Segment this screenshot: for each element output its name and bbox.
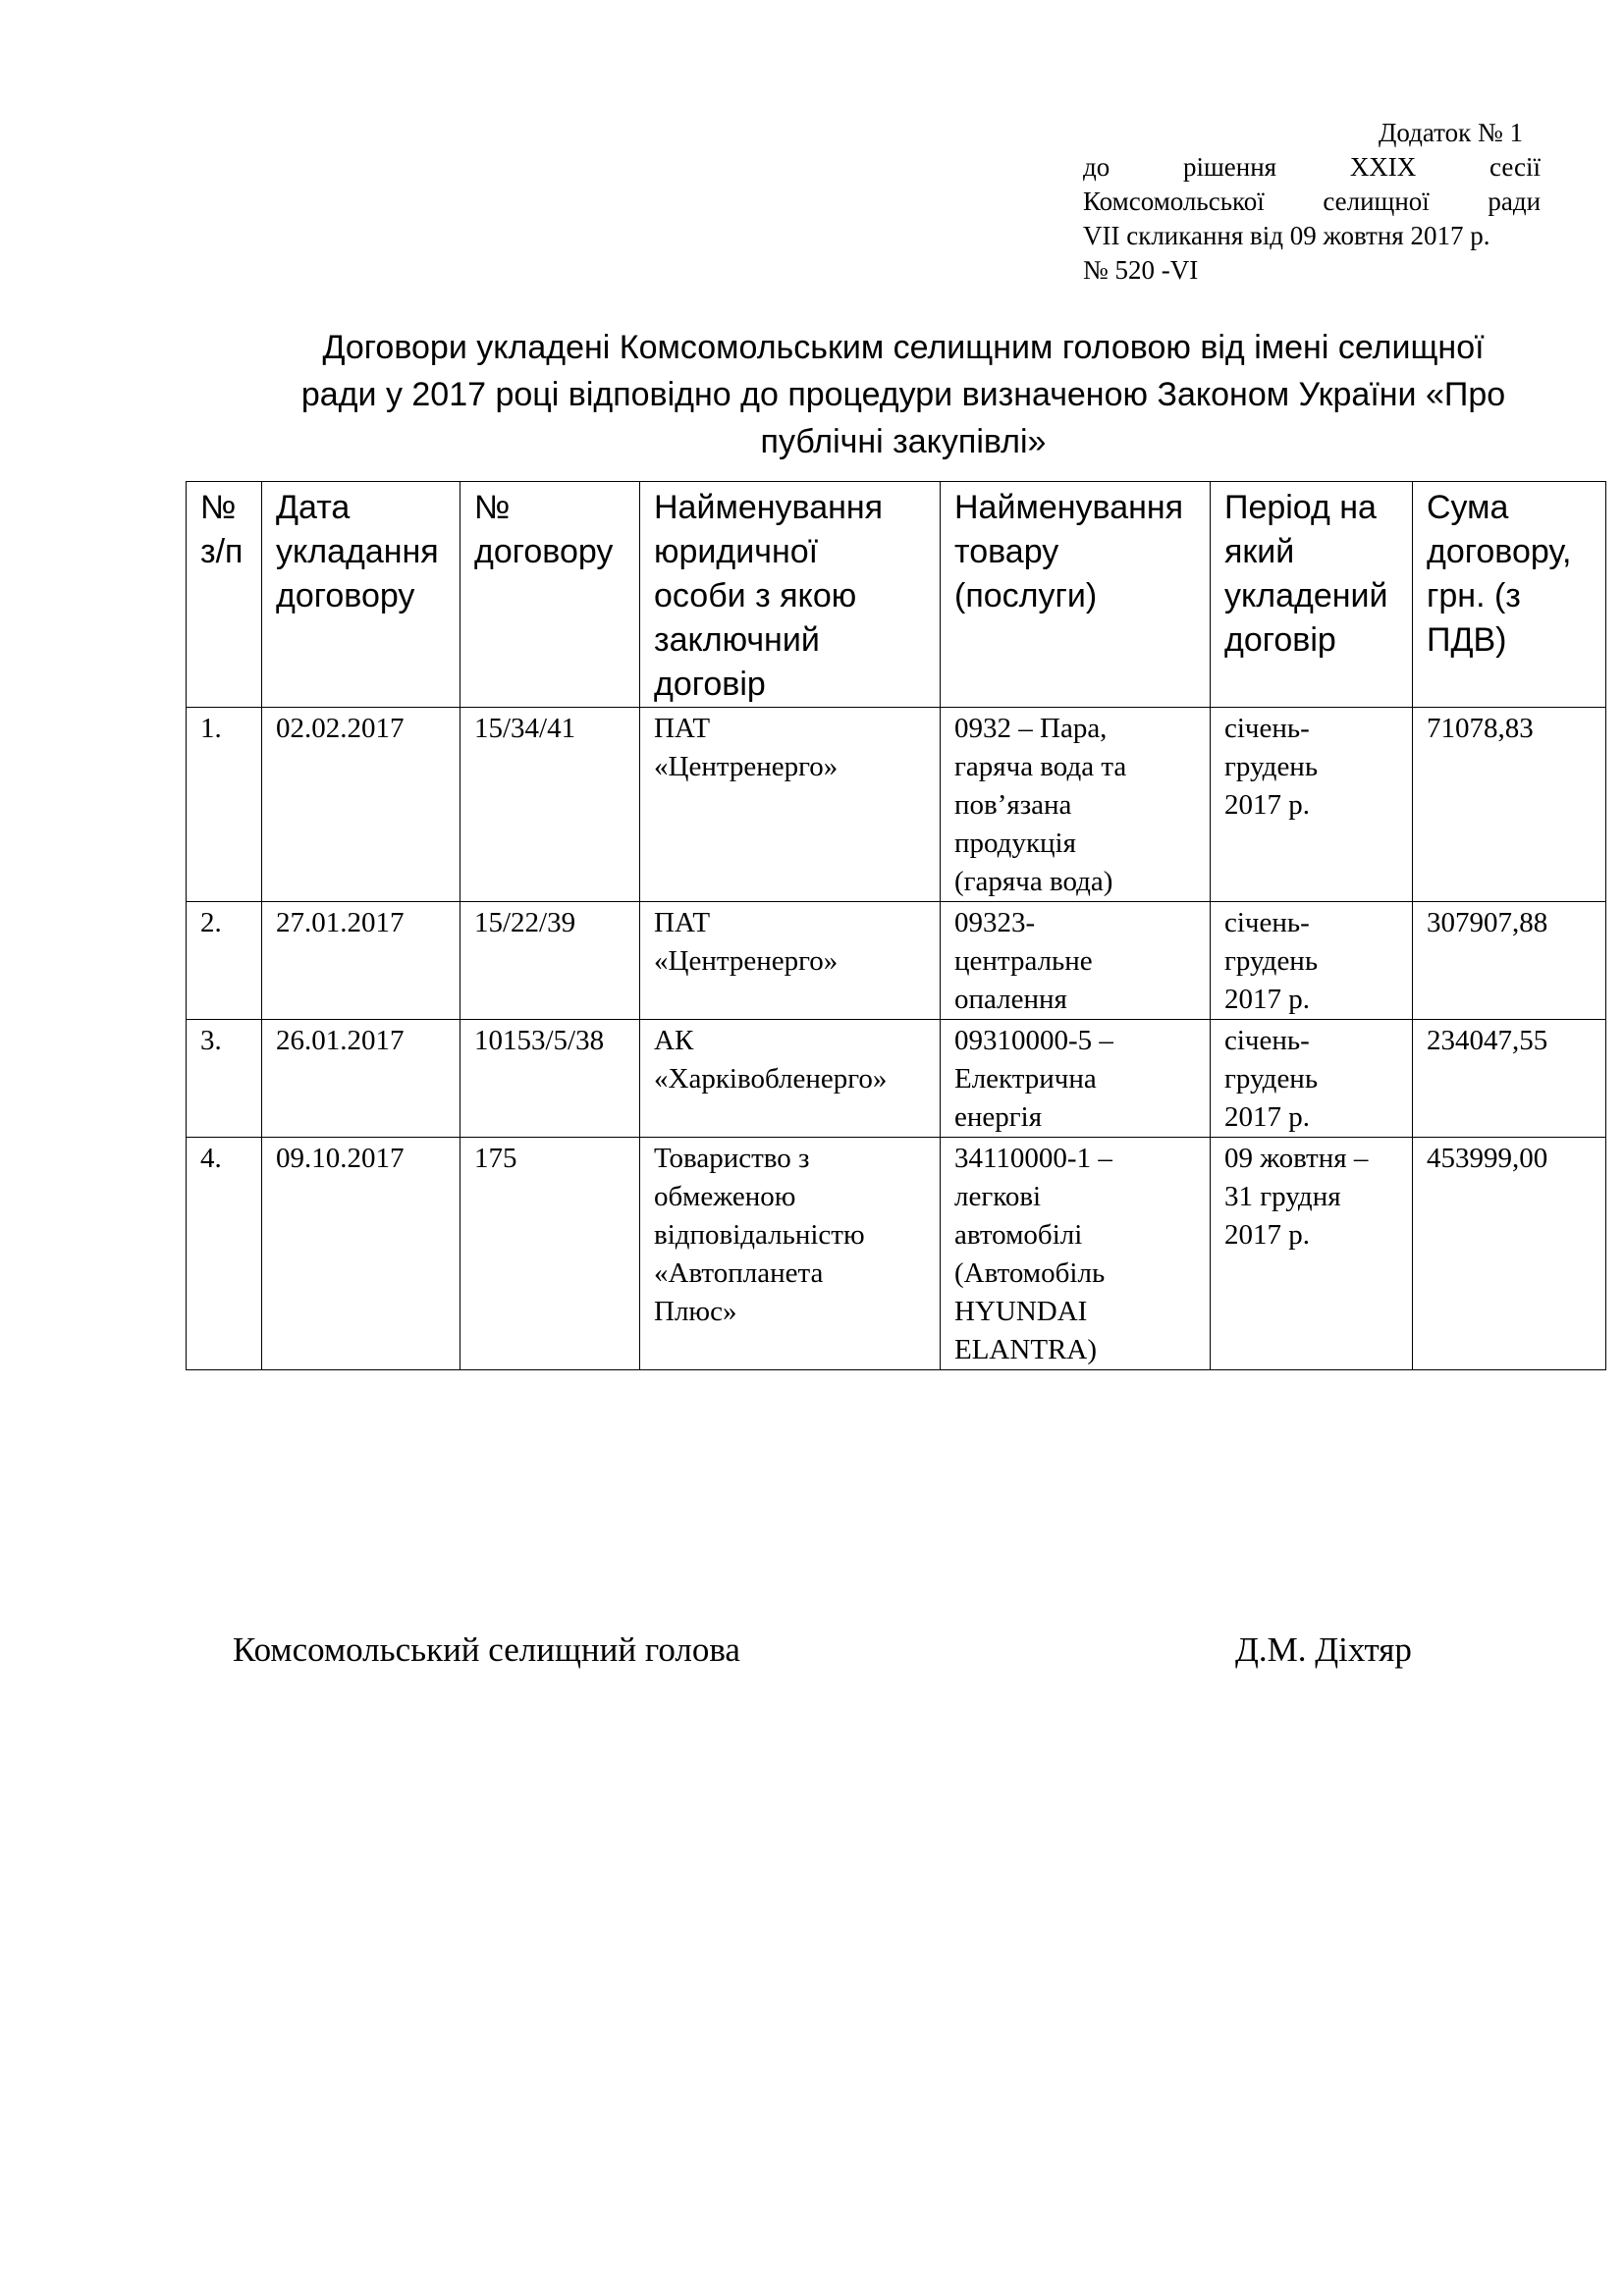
cell-text-line: Електрична [954,1063,1097,1095]
header-text-line: договору [276,577,415,614]
cell-text-line: «Центренерго» [654,751,839,782]
cell-text-line: 0932 – Пара, [954,713,1108,744]
header-text-line: договору [474,533,614,570]
cell-text-line: 10153/5/38 [474,1025,605,1056]
addendum-word: Комсомольської [1083,187,1265,216]
header-text-line: укладання [276,533,439,570]
cell-legal-entity [640,708,941,902]
cell-text-line: центральне [954,945,1093,977]
header-text-line: договір [654,666,766,703]
cell-period [1211,1020,1413,1138]
header-number [187,482,262,708]
document-title-line: ради у 2017 році відповідно до процедури визначеною Законом України «Про [300,376,1506,413]
cell-text-line: 15/22/39 [474,907,576,938]
signatory-name: Д.М. Діхтяр [1235,1630,1412,1669]
header-amount [1413,482,1606,708]
cell-text-line: 2017 р. [1224,984,1310,1015]
document-title [177,324,1624,465]
document-title-line: публічні закупівлі» [760,423,1047,460]
cell-goods [941,1138,1211,1370]
cell-text-line: «Автопланета [654,1257,824,1289]
cell-period [1211,708,1413,902]
addendum-line-5: № 520 -VI [1083,255,1199,285]
cell-number [187,902,262,1020]
cell-date [262,1020,460,1138]
signatory-position: Комсомольський селищний голова [233,1630,740,1669]
header-text-line: особи з якою [654,577,857,614]
header-period [1211,482,1413,708]
cell-text-line: обмеженою [654,1181,796,1212]
table-header [187,482,1606,708]
cell-text-line: 307907,88 [1427,907,1548,938]
header-text-line: заключний [654,621,820,659]
header-goods [941,482,1211,708]
cell-text-line: (гаряча вода) [954,866,1113,897]
cell-text-line: 2017 р. [1224,1101,1310,1133]
cell-text-line: Товариство з [654,1143,810,1174]
header-text-line: Період на [1224,489,1377,526]
header-text-line: юридичної [654,533,819,570]
cell-text-line: автомобілі [954,1219,1083,1251]
cell-contract-number [460,1138,640,1370]
addendum-line-3 [1083,185,1541,219]
cell-text-line: АК [654,1025,694,1056]
header-text-line: товару [954,533,1059,570]
cell-text-line: грудень [1224,945,1319,977]
cell-text-line: грудень [1224,1063,1319,1095]
cell-text-line: 09323- [954,907,1036,938]
cell-text-line: 09.10.2017 [276,1143,405,1174]
header-text-line: № [200,489,237,526]
cell-text-line: Плюс» [654,1296,737,1327]
cell-text-line: 26.01.2017 [276,1025,405,1056]
cell-text-line: 09310000-5 – [954,1025,1113,1056]
addendum-line-4: VII скликання від 09 жовтня 2017 р. [1083,221,1490,250]
cell-text-line: 02.02.2017 [276,713,405,744]
cell-text-line: ПАТ [654,907,711,938]
cell-goods [941,1020,1211,1138]
document-title-line: Договори укладені Комсомольським селищним головою від імені селищної [322,329,1485,366]
cell-text-line: 2017 р. [1224,789,1310,821]
cell-text-line: 2017 р. [1224,1219,1310,1251]
cell-text-line: HYUNDAI [954,1296,1088,1327]
cell-text-line: грудень [1224,751,1319,782]
header-text-line: грн. (з [1427,577,1521,614]
cell-amount [1413,902,1606,1020]
cell-period [1211,902,1413,1020]
cell-contract-number [460,708,640,902]
addendum-word: ради [1488,187,1542,216]
cell-legal-entity [640,902,941,1020]
cell-text-line: «Харківобленерго» [654,1063,888,1095]
cell-text-line: відповідальністю [654,1219,865,1251]
header-text-line: Найменування [954,489,1184,526]
cell-text-line: гаряча вода та [954,751,1127,782]
cell-number [187,708,262,902]
header-text-line: Сума [1427,489,1509,526]
cell-goods [941,902,1211,1020]
addendum-block [1083,116,1541,288]
cell-text-line: 27.01.2017 [276,907,405,938]
table-header-row [187,482,1606,708]
cell-text-line: (Автомобіль [954,1257,1106,1289]
table-body [187,708,1606,1370]
cell-text-line: ELANTRA) [954,1334,1097,1365]
cell-number [187,1138,262,1370]
header-text-line: який [1224,533,1295,570]
header-text-line: Дата [276,489,351,526]
cell-number [187,1020,262,1138]
header-text-line: укладений [1224,577,1388,614]
cell-amount [1413,1020,1606,1138]
table-row [187,708,1606,902]
cell-date [262,902,460,1020]
addendum-word: XXIX [1349,152,1417,182]
header-text-line: договір [1224,621,1336,659]
addendum-word: до [1083,152,1110,182]
cell-date [262,1138,460,1370]
header-text-line: договору, [1427,533,1572,570]
addendum-title: Додаток № 1 [1379,118,1523,147]
cell-text-line: 4. [200,1143,222,1174]
addendum-word: рішення [1182,152,1277,182]
cell-text-line: 175 [474,1143,517,1174]
cell-text-line: 453999,00 [1427,1143,1548,1174]
header-contract-number [460,482,640,708]
cell-text-line: 1. [200,713,222,744]
cell-legal-entity [640,1020,941,1138]
addendum-word: сесії [1489,152,1542,182]
cell-text-line: 34110000-1 – [954,1143,1112,1174]
contracts-table [186,481,1606,1370]
table-row [187,1138,1606,1370]
header-text-line: № [474,489,511,526]
cell-text-line: 234047,55 [1427,1025,1548,1056]
cell-text-line: «Центренерго» [654,945,839,977]
cell-text-line: 09 жовтня – [1224,1143,1369,1174]
cell-text-line: легкові [954,1181,1042,1212]
addendum-line-2 [1083,150,1541,185]
cell-text-line: 15/34/41 [474,713,576,744]
cell-legal-entity [640,1138,941,1370]
cell-text-line: продукція [954,828,1076,859]
cell-goods [941,708,1211,902]
header-text-line: з/п [200,533,244,570]
cell-amount [1413,1138,1606,1370]
cell-text-line: 31 грудня [1224,1181,1341,1212]
cell-amount [1413,708,1606,902]
header-text-line: ПДВ) [1427,621,1507,659]
cell-contract-number [460,1020,640,1138]
cell-text-line: 2. [200,907,222,938]
cell-text-line: 71078,83 [1427,713,1534,744]
cell-text-line: 3. [200,1025,222,1056]
table-row [187,902,1606,1020]
header-text-line: (послуги) [954,577,1098,614]
table-row [187,1020,1606,1138]
addendum-word: селищної [1323,187,1430,216]
header-date [262,482,460,708]
cell-text-line: ПАТ [654,713,711,744]
cell-text-line: січень- [1224,713,1310,744]
cell-contract-number [460,902,640,1020]
cell-text-line: пов’язана [954,789,1072,821]
cell-date [262,708,460,902]
cell-text-line: січень- [1224,907,1310,938]
cell-text-line: січень- [1224,1025,1310,1056]
cell-period [1211,1138,1413,1370]
cell-text-line: енергія [954,1101,1043,1133]
header-legal-entity [640,482,941,708]
cell-text-line: опалення [954,984,1067,1015]
header-text-line: Найменування [654,489,884,526]
